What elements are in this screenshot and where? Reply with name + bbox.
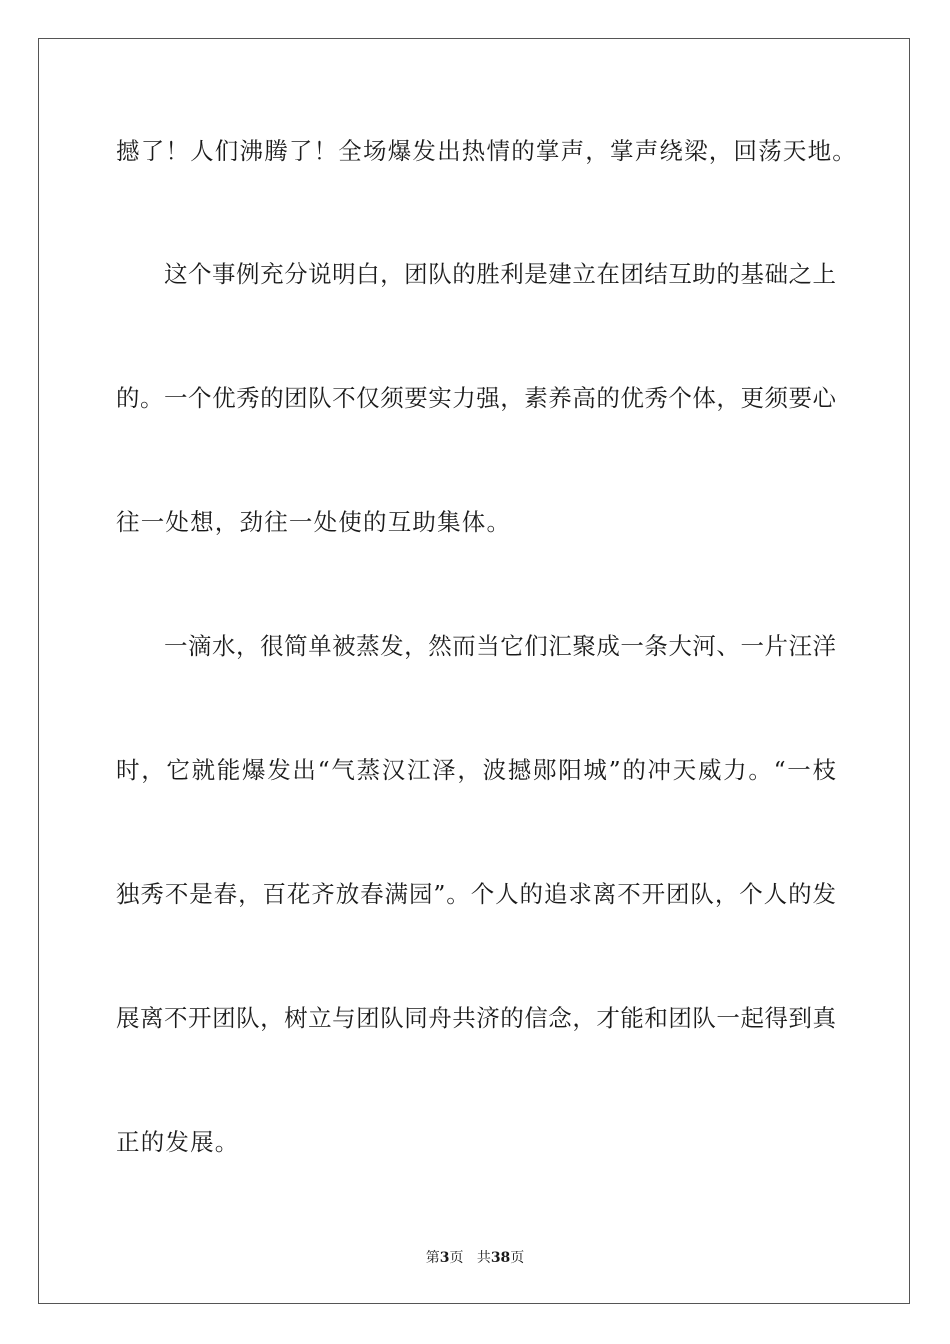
page-prefix: 第 xyxy=(425,1250,440,1266)
text-line-5: 一滴水，很简单被蒸发，然而当它们汇聚成一条大河、一片汪洋 xyxy=(164,632,836,660)
text-line-3: 的。一个优秀的团队不仅须要实力强，素养高的优秀个体，更须要心 xyxy=(116,384,836,412)
page-suffix: 页 xyxy=(449,1250,464,1266)
total-pages: 38 xyxy=(490,1250,511,1266)
text-line-8: 展离不开团队，树立与团队同舟共济的信念，才能和团队一起得到真 xyxy=(116,1004,836,1032)
page-number: 3 xyxy=(439,1250,450,1266)
text-line-7: 独秀不是春，百花齐放春满园”。个人的追求离不开团队，个人的发 xyxy=(116,880,836,908)
total-suffix: 页 xyxy=(510,1250,525,1266)
text-line-4: 往一处想，劲往一处使的互助集体。 xyxy=(116,508,512,536)
page-border xyxy=(38,38,910,1304)
text-line-2: 这个事例充分说明白，团队的胜利是建立在团结互助的基础之上 xyxy=(164,260,836,288)
total-prefix: 共 xyxy=(476,1250,491,1266)
text-line-9: 正的发展。 xyxy=(116,1128,240,1156)
text-line-1: 撼了！人们沸腾了！全场爆发出热情的掌声，掌声绕梁，回荡天地。 xyxy=(116,137,857,165)
page-footer xyxy=(0,1247,950,1267)
text-line-6: 时，它就能爆发出“气蒸汉江泽，波撼郧阳城”的冲天威力。“一枝 xyxy=(116,756,836,784)
